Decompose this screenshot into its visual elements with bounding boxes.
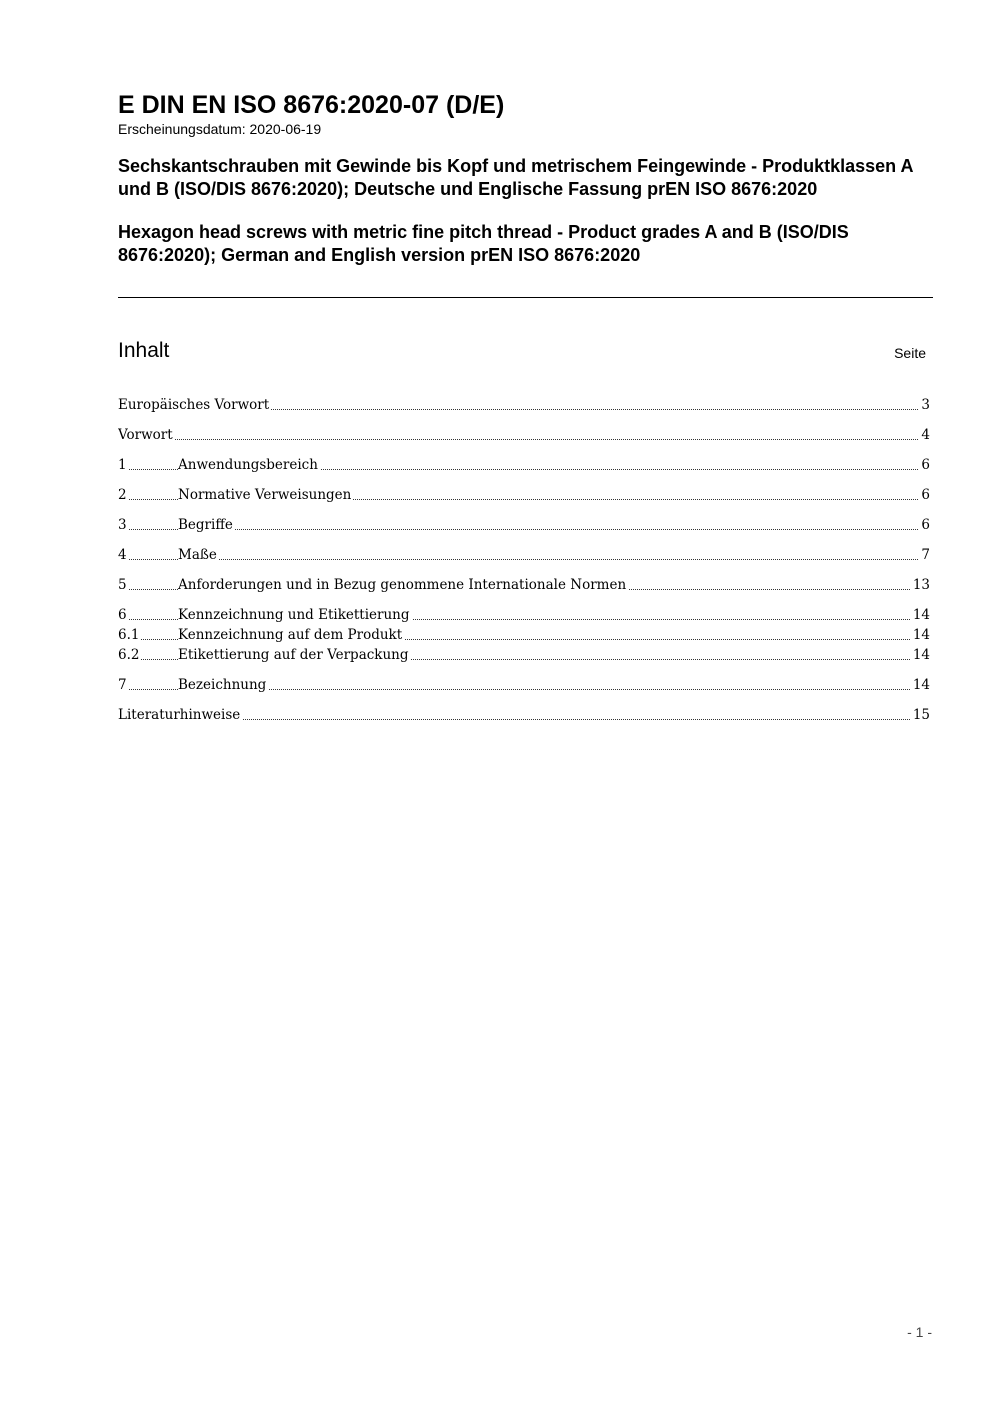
toc-entry-label: Europäisches Vorwort <box>118 397 270 413</box>
toc-entry-label: Normative Verweisungen <box>178 487 352 503</box>
toc-leader-dots <box>118 439 930 440</box>
toc-entry-label: Literaturhinweise <box>118 707 241 723</box>
toc-entry-number: 6 <box>118 607 127 623</box>
toc-entry-number: 2 <box>118 487 127 503</box>
title-english: Hexagon head screws with metric fine pitch thread - Product grades A and B (ISO/DIS 8676:2020); German and English version prEN ISO 8676:2020 <box>118 222 849 265</box>
toc-entry-label: Anwendungsbereich <box>178 457 318 473</box>
toc-entry-page: 3 <box>921 397 930 413</box>
toc-entry-number: 4 <box>118 547 127 563</box>
document-number: E DIN EN ISO 8676:2020-07 (D/E) <box>118 91 505 119</box>
publication-date: Erscheinungsdatum: 2020-06-19 <box>118 121 322 137</box>
toc-entry-europaeisches-vorwort[interactable] <box>118 395 930 415</box>
toc-entry-number: 5 <box>118 577 127 593</box>
toc-entry-literaturhinweise[interactable] <box>118 705 930 725</box>
toc-entry-7[interactable] <box>118 675 930 695</box>
toc-entry-label: Vorwort <box>118 427 173 443</box>
toc-entry-label: Kennzeichnung und Etikettierung <box>178 607 410 623</box>
toc-leader-dots <box>118 529 930 530</box>
toc-entry-2[interactable] <box>118 485 930 505</box>
toc-entry-1[interactable] <box>118 455 930 475</box>
toc-entry-page: 4 <box>921 427 930 443</box>
toc-entry-label: Etikettierung auf der Verpackung <box>178 647 409 663</box>
toc-entry-page: 6 <box>921 487 930 503</box>
toc-entry-label: Maße <box>178 547 217 563</box>
toc-entry-number: 6.2 <box>118 647 140 663</box>
toc-entry-page: 15 <box>912 707 930 723</box>
toc-entry-page: 14 <box>912 677 930 693</box>
toc-title: Inhalt <box>118 339 170 362</box>
toc-entry-5[interactable] <box>118 575 930 595</box>
toc-page-column-label: Seite <box>894 345 926 361</box>
toc-entry-page: 14 <box>912 627 930 643</box>
toc-entry-6-1[interactable] <box>118 625 930 645</box>
toc-entry-label: Kennzeichnung auf dem Produkt <box>178 627 403 643</box>
toc-entry-label: Anforderungen und in Bezug genommene Internationale Normen <box>178 577 627 593</box>
table-of-contents <box>118 395 930 725</box>
toc-entry-page: 6 <box>921 517 930 533</box>
header-divider <box>118 297 933 298</box>
toc-entry-3[interactable] <box>118 515 930 535</box>
toc-entry-label: Bezeichnung <box>178 677 267 693</box>
toc-entry-number: 3 <box>118 517 127 533</box>
toc-entry-page: 7 <box>921 547 930 563</box>
toc-entry-number: 1 <box>118 457 127 473</box>
toc-entry-vorwort[interactable] <box>118 425 930 445</box>
toc-entry-number: 7 <box>118 677 127 693</box>
document-header <box>118 90 933 267</box>
title-german: Sechskantschrauben mit Gewinde bis Kopf und metrischem Feingewinde - Produktklassen A und B (ISO/DIS 8676:2020); Deutsche und Englische Fassung prEN ISO 8676:2020 <box>118 156 913 199</box>
toc-leader-dots <box>118 559 930 560</box>
toc-entry-page: 14 <box>912 607 930 623</box>
page-number: - 1 - <box>907 1324 932 1340</box>
toc-entry-page: 14 <box>912 647 930 663</box>
toc-entry-number: 6.1 <box>118 627 140 643</box>
toc-entry-label: Begriffe <box>178 517 233 533</box>
toc-entry-4[interactable] <box>118 545 930 565</box>
toc-entry-6-2[interactable] <box>118 645 930 665</box>
toc-entry-page: 6 <box>921 457 930 473</box>
toc-heading <box>118 338 926 368</box>
toc-entry-page: 13 <box>912 577 930 593</box>
toc-entry-6[interactable] <box>118 605 930 625</box>
